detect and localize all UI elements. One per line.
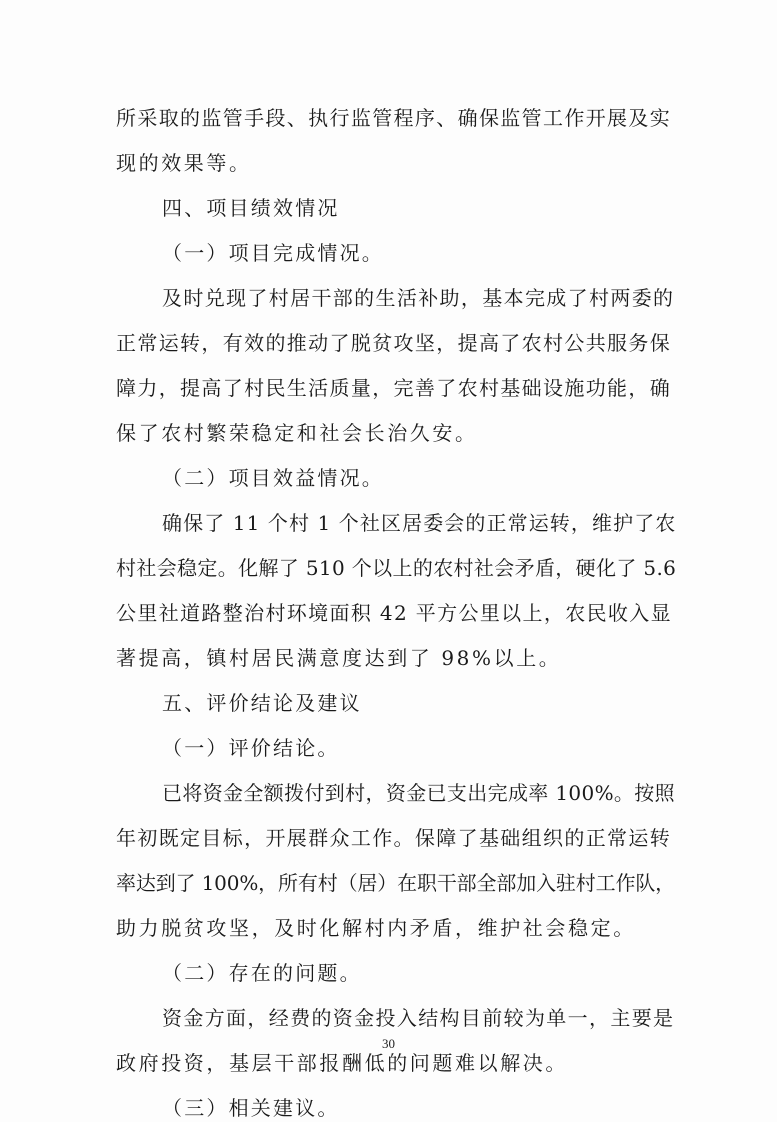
- text-line: 正常运转，有效的推动了脱贫攻坚，提高了农村公共服务保: [116, 331, 672, 355]
- text-line: 著提高，镇村居民满意度达到了 98%以上。: [116, 646, 562, 670]
- text-line: 年初既定目标，开展群众工作。保障了基础组织的正常运转: [116, 826, 672, 850]
- section-heading: 五、评价结论及建议: [162, 691, 362, 715]
- section-heading: （二）项目效益情况。: [162, 466, 384, 490]
- section-heading: （一）评价结论。: [162, 736, 340, 760]
- document-body: [116, 96, 676, 1131]
- text-line: 已将资金全额拨付到村，资金已支出完成率 100%。按照: [162, 781, 675, 805]
- page-number: 30: [382, 1036, 395, 1051]
- section-heading: （一）项目完成情况。: [162, 241, 384, 265]
- text-line: 保了农村繁荣稳定和社会长治久安。: [116, 421, 478, 445]
- text-line: 公里社道路整治村环境面积 42 平方公里以上，农民收入显: [116, 601, 672, 625]
- text-line: 现的效果等。: [116, 151, 252, 175]
- text-line: 所采取的监管手段、执行监管程序、确保监管工作开展及实: [116, 106, 672, 130]
- text-line: 障力，提高了村民生活质量，完善了农村基础设施功能，确: [116, 376, 672, 400]
- text-line: 政府投资，基层干部报酬低的问题难以解决。: [116, 1051, 568, 1075]
- section-heading: （三）相关建议。: [162, 1096, 340, 1120]
- text-line: 及时兑现了村居干部的生活补助，基本完成了村两委的: [162, 286, 675, 310]
- text-line: 确保了 11 个村 1 个社区居委会的正常运转，维护了农: [162, 511, 677, 535]
- text-line: 助力脱贫攻坚，及时化解村内矛盾，维护社会稳定。: [116, 916, 636, 940]
- text-line: 村社会稳定。化解了 510 个以上的农村社会矛盾，硬化了 5.6: [116, 556, 677, 580]
- section-heading: 四、项目绩效情况: [162, 196, 340, 220]
- text-line: 资金方面，经费的资金投入结构目前较为单一，主要是: [162, 1006, 675, 1030]
- section-heading: （二）存在的问题。: [162, 961, 362, 985]
- text-line: 率达到了 100%，所有村（居）在职干部全部加入驻村工作队，: [116, 871, 676, 895]
